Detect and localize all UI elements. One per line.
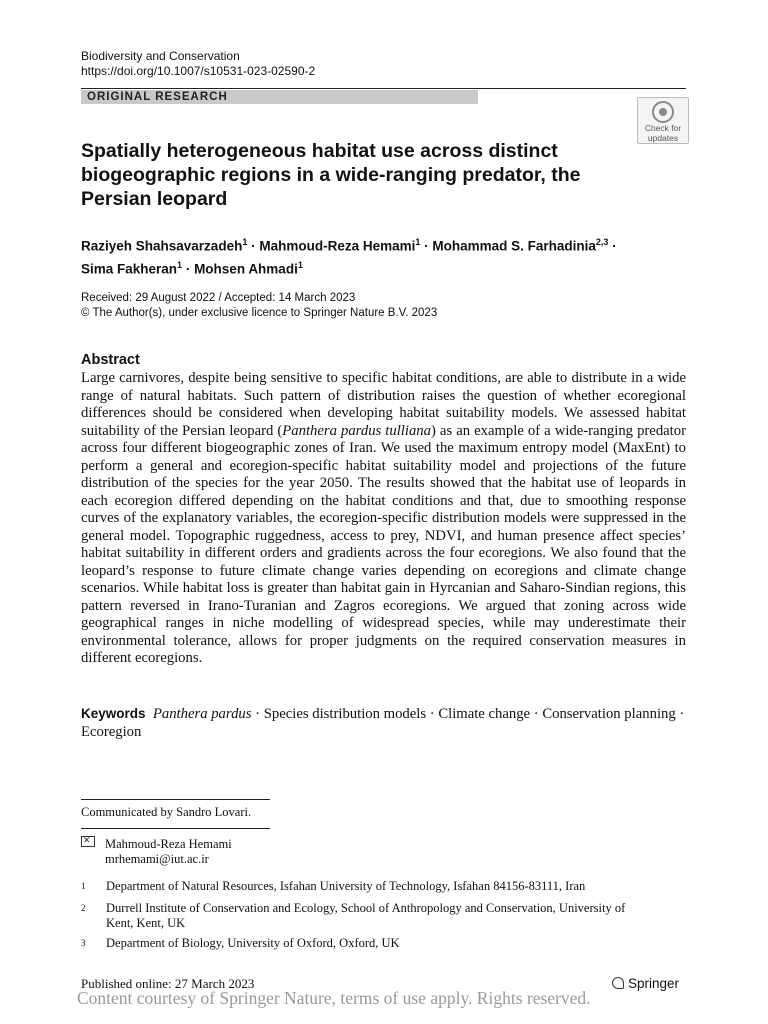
author-affiliation-ref: 1 <box>297 259 303 270</box>
published-online-date: Published online: 27 March 2023 <box>81 976 255 991</box>
affiliation-text: Department of Natural Resources, Isfahan University of Technology, Isfahan 84156-83111, Iran <box>106 879 586 893</box>
author-list: Raziyeh Shahsavarzadeh$^1$ · Mahmoud-Reza Hemami$^1$ · Mohammad S. Farhadinia$^{2,3}$ · Sima Fakheran$^1$ · Mohsen Ahmadi$^1$ <box>81 237 617 276</box>
author-affiliation-ref: 1 <box>177 259 183 270</box>
corresponding-author <box>81 836 232 867</box>
keyword-list: · Species distribution models · Climate change · Conservation planning · Ecoregion <box>81 706 685 740</box>
abstract-text-part1: Large carnivores, despite being sensitive to specific habitat conditions, are able to distribute in a wide range of natural habitats. Such pattern of distribution raises the question of whether ecoregional differences should be considered when developing habitat suitability models. We assessed habitat suitability of the Persian leopard ( <box>81 370 686 439</box>
check-updates-icon <box>652 101 674 123</box>
abstract-text-part2: ) as an example of a wide-ranging predator across four different biogeographic zones of Iran. We used the maximum entropy model (MaxEnt) to perform a general and ecoregion-specific habitat suitability model and projections of the future distribution of the species for the year 2050. The results showed that the habitat use of leopards in each ecoregion differed depending on the habitat conditions and that, due to smoothing response curves of the explanatory variables, the ecoregion-specific distribution models were suppressed in the general model. Topographic ruggedness, access to prey, NDVI, and human presence affect species’ habitat suitability in different orders and gradients across the four ecoregions. We also found that the leopard’s response to future climate change varies depending on ecoregions and climate change scenarios. While habitat loss is greater than habitat gain in Hyrcanian and Saharo-Sindian regions, this pattern reversed in Irano-Turanian and Zagros ecoregions. We argued that zoning across wide geographical ranges in niche modelling of widespread species, while may underestimate their environmental tolerance, allows for proper judgments on the required conservation measures in different ecoregions. <box>81 422 686 666</box>
affiliation-text: Department of Biology, University of Oxford, Oxford, UK <box>106 936 400 950</box>
courtesy-watermark: Content courtesy of Springer Nature, terms of use apply. Rights reserved. <box>77 988 591 1008</box>
check-for-updates-badge[interactable] <box>637 97 689 144</box>
keywords-label: Keywords <box>81 706 146 721</box>
copyright-line: © The Author(s), under exclusive licence to Springer Nature B.V. 2023 <box>81 307 438 319</box>
author-name[interactable]: Raziyeh Shahsavarzadeh <box>81 238 243 254</box>
header-rule <box>81 88 686 89</box>
affiliation-item <box>81 901 626 931</box>
footnote-rule <box>81 799 270 800</box>
author-name[interactable]: Mohammad S. Farhadinia <box>432 238 596 254</box>
corresponding-email[interactable]: mrhemami@iut.ac.ir <box>105 852 209 866</box>
springer-horse-icon <box>612 977 624 989</box>
author-name[interactable]: Sima Fakheran <box>81 261 178 276</box>
author-name[interactable]: Mahmoud-Reza Hemami <box>259 238 416 254</box>
received-accepted-date: Received: 29 August 2022 / Accepted: 14 March 2023 <box>81 292 356 304</box>
check-updates-line2: updates <box>647 133 679 143</box>
affiliation-number: 2 <box>81 903 86 913</box>
article-type-bar <box>81 90 478 104</box>
doi-link[interactable]: https://doi.org/10.1007/s10531-023-02590-2 <box>81 64 316 78</box>
affiliation-item <box>81 936 666 955</box>
affiliation-number: 1 <box>81 881 86 891</box>
communicated-by: Communicated by Sandro Lovari. <box>81 805 252 819</box>
keywords-section <box>81 705 686 741</box>
article-dates <box>81 291 437 321</box>
abstract-heading: Abstract <box>81 352 140 368</box>
species-name: Panthera pardus tulliana <box>282 422 431 439</box>
affiliation-item <box>81 879 666 898</box>
author-affiliation-ref: 1 <box>242 237 248 247</box>
article-type-label: ORIGINAL RESEARCH <box>87 91 228 103</box>
footnote-rule <box>81 828 270 829</box>
corresponding-name: Mahmoud-Reza Hemami <box>105 837 232 851</box>
envelope-icon <box>81 836 95 847</box>
journal-name: Biodiversity and Conservation <box>81 49 240 63</box>
author-affiliation-ref: 1 <box>415 237 421 247</box>
abstract-text <box>81 370 686 668</box>
publisher-logo <box>612 976 679 991</box>
author-affiliation-ref: 2,3 <box>595 237 609 247</box>
paper-title: Spatially heterogeneous habitat use across distinct biogeographic regions in a wide-ranging predator, the Persian leopard <box>81 140 581 210</box>
affiliation-number: 3 <box>81 938 86 948</box>
affiliation-text: Durrell Institute of Conservation and Ecology, School of Anthropology and Conservation, University of Kent, Kent, UK <box>106 901 626 930</box>
publisher-name: Springer <box>628 976 680 991</box>
author-name[interactable]: Mohsen Ahmadi <box>194 261 298 276</box>
keyword-species: Panthera pardus <box>152 706 252 722</box>
check-updates-line1: Check for <box>644 123 682 133</box>
